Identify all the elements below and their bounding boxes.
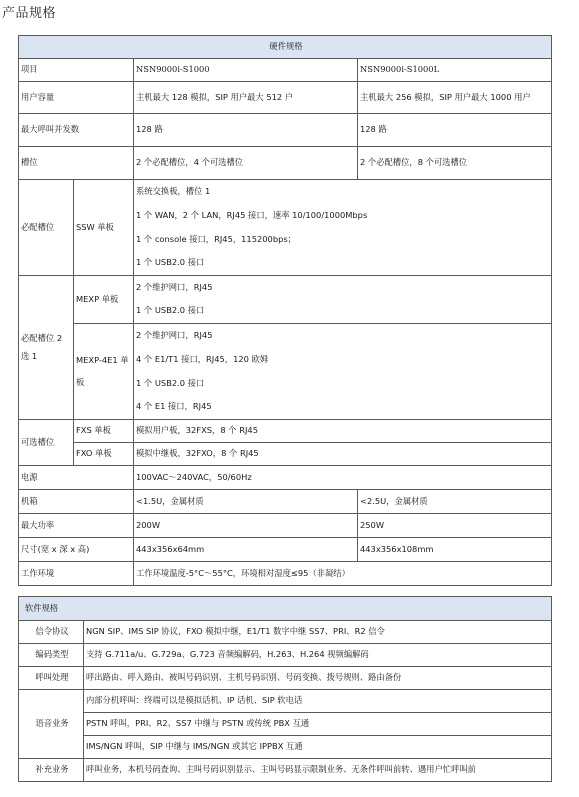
table-row [19, 667, 552, 690]
mexp-4e1-board-label [74, 324, 134, 420]
chassis-m1: <1.5U，金属材质 [134, 490, 358, 514]
ssw-board-label: SSW 单板 [74, 180, 134, 276]
model-2-name: NSN9000i-S1000L [358, 59, 552, 82]
table-row [19, 59, 552, 82]
max-power-m1: 200W [134, 514, 358, 538]
row-label-call-processing: 呼叫处理 [19, 667, 84, 690]
ssw-line: 1 个 USB2.0 接口 [134, 252, 552, 276]
table-row [19, 538, 552, 562]
mexp-4e1-line: 4 个 E1 接口，RJ45 [134, 396, 552, 420]
table-row [19, 324, 552, 348]
mexp-board-label: MEXP 单板 [74, 276, 134, 324]
table-row [19, 621, 552, 644]
mexp-line: 2 个维护网口，RJ45 [134, 276, 552, 300]
slots-m2: 2 个必配槽位，8 个可选槽位 [358, 147, 552, 180]
row-label-max-calls: 最大呼叫并发数 [19, 114, 134, 147]
fxo-desc: 模拟中继板，32FXO，8 个 RJ45 [134, 443, 552, 466]
table-row [19, 114, 552, 147]
mexp-4e1-line: 2 个维护网口，RJ45 [134, 324, 552, 348]
table-row [19, 514, 552, 538]
max-power-m2: 250W [358, 514, 552, 538]
table-row [19, 443, 552, 466]
mexp-4e1-label-line1: MEXP-4E1 单 [76, 354, 129, 365]
table-row [19, 466, 552, 490]
table-row [19, 490, 552, 514]
required-slot-2-label-line1: 必配槽位 2 [21, 332, 63, 343]
ssw-line: 系统交换板，槽位 1 [134, 180, 552, 204]
power-value: 100VAC～240VAC，50/60Hz [134, 466, 552, 490]
row-label-voice: 语音业务 [19, 690, 84, 759]
max-calls-m1: 128 路 [134, 114, 358, 147]
call-processing-value: 呼出路由、呼入路由、被叫号码识别、主机号码识别、号码变换、拨号规则、路由备份 [84, 667, 552, 690]
voice-line: IMS/NGN 呼叫，SIP 中继与 IMS/NGN 或其它 IPPBX 互通 [84, 736, 552, 759]
table-row [19, 82, 552, 114]
model-1-name: NSN9000i-S1000 [134, 59, 358, 82]
capacity-m2: 主机最大 256 模拟，SIP 用户最大 1000 用户 [358, 82, 552, 114]
software-spec-header: 软件规格 [19, 597, 552, 621]
row-label-environment: 工作环境 [19, 562, 134, 586]
row-label-required-slot-2 [19, 276, 74, 420]
row-label-slots: 槽位 [19, 147, 134, 180]
row-label-power: 电源 [19, 466, 134, 490]
mexp-4e1-line: 1 个 USB2.0 接口 [134, 372, 552, 396]
software-spec-table [18, 596, 552, 782]
row-label-required-slot: 必配槽位 [19, 180, 74, 276]
table-row [19, 759, 552, 782]
voice-line: PSTN 呼叫，PRI、R2、SS7 中继与 PSTN 或传统 PBX 互通 [84, 713, 552, 736]
table-row [19, 562, 552, 586]
row-label-max-power: 最大功率 [19, 514, 134, 538]
row-label-signaling: 信令协议 [19, 621, 84, 644]
chassis-m2: <2.5U，金属材质 [358, 490, 552, 514]
max-calls-m2: 128 路 [358, 114, 552, 147]
table-row [19, 690, 552, 713]
environment-value: 工作环境温度-5°C～55°C，环境相对湿度≤95（非凝结） [134, 562, 552, 586]
table-row [19, 420, 552, 443]
hardware-spec-table [18, 35, 552, 586]
row-label-capacity: 用户容量 [19, 82, 134, 114]
size-m1: 443x356x64mm [134, 538, 358, 562]
hardware-spec-header: 硬件规格 [19, 36, 552, 59]
row-label-size: 尺寸(宽 x 深 x 高) [19, 538, 134, 562]
voice-line: 内部分机呼叫：终端可以是模拟话机、IP 话机、SIP 软电话 [84, 690, 552, 713]
ssw-line: 1 个 WAN，2 个 LAN，RJ45 接口，速率 10/100/1000Mbps [134, 204, 552, 228]
mexp-4e1-label-line2: 板 [76, 376, 85, 387]
row-label-optional-slot: 可选槽位 [19, 420, 74, 466]
mexp-4e1-line: 4 个 E1/T1 接口，RJ45，120 欧姆 [134, 348, 552, 372]
row-label-item: 项目 [19, 59, 134, 82]
row-label-supplementary: 补充业务 [19, 759, 84, 782]
capacity-m1: 主机最大 128 模拟，SIP 用户最大 512 户 [134, 82, 358, 114]
table-row [19, 644, 552, 667]
table-row [19, 147, 552, 180]
slots-m1: 2 个必配槽位，4 个可选槽位 [134, 147, 358, 180]
signaling-value: NGN SIP、IMS SIP 协议，FXO 模拟中继，E1/T1 数字中继 SS7、PRI、R2 信令 [84, 621, 552, 644]
table-row [19, 276, 552, 300]
size-m2: 443x356x108mm [358, 538, 552, 562]
ssw-line: 1 个 console 接口，RJ45，115200bps； [134, 228, 552, 252]
fxs-board-label: FXS 单板 [74, 420, 134, 443]
fxs-desc: 模拟用户板，32FXS，8 个 RJ45 [134, 420, 552, 443]
supplementary-value: 呼叫业务，本机号码查询、主叫号码识别显示、主叫号码显示限制业务、无条件呼叫前转、遇用户忙呼叫前 [84, 759, 552, 782]
table-row [19, 180, 552, 204]
page-title: 产品规格 [2, 6, 57, 21]
row-label-codec: 编码类型 [19, 644, 84, 667]
mexp-line: 1 个 USB2.0 接口 [134, 300, 552, 324]
required-slot-2-label-line2: 选 1 [21, 350, 38, 361]
fxo-board-label: FXO 单板 [74, 443, 134, 466]
codec-value: 支持 G.711a/u、G.729a、G.723 音频编解码，H.263、H.264 视频编解码 [84, 644, 552, 667]
row-label-chassis: 机箱 [19, 490, 134, 514]
